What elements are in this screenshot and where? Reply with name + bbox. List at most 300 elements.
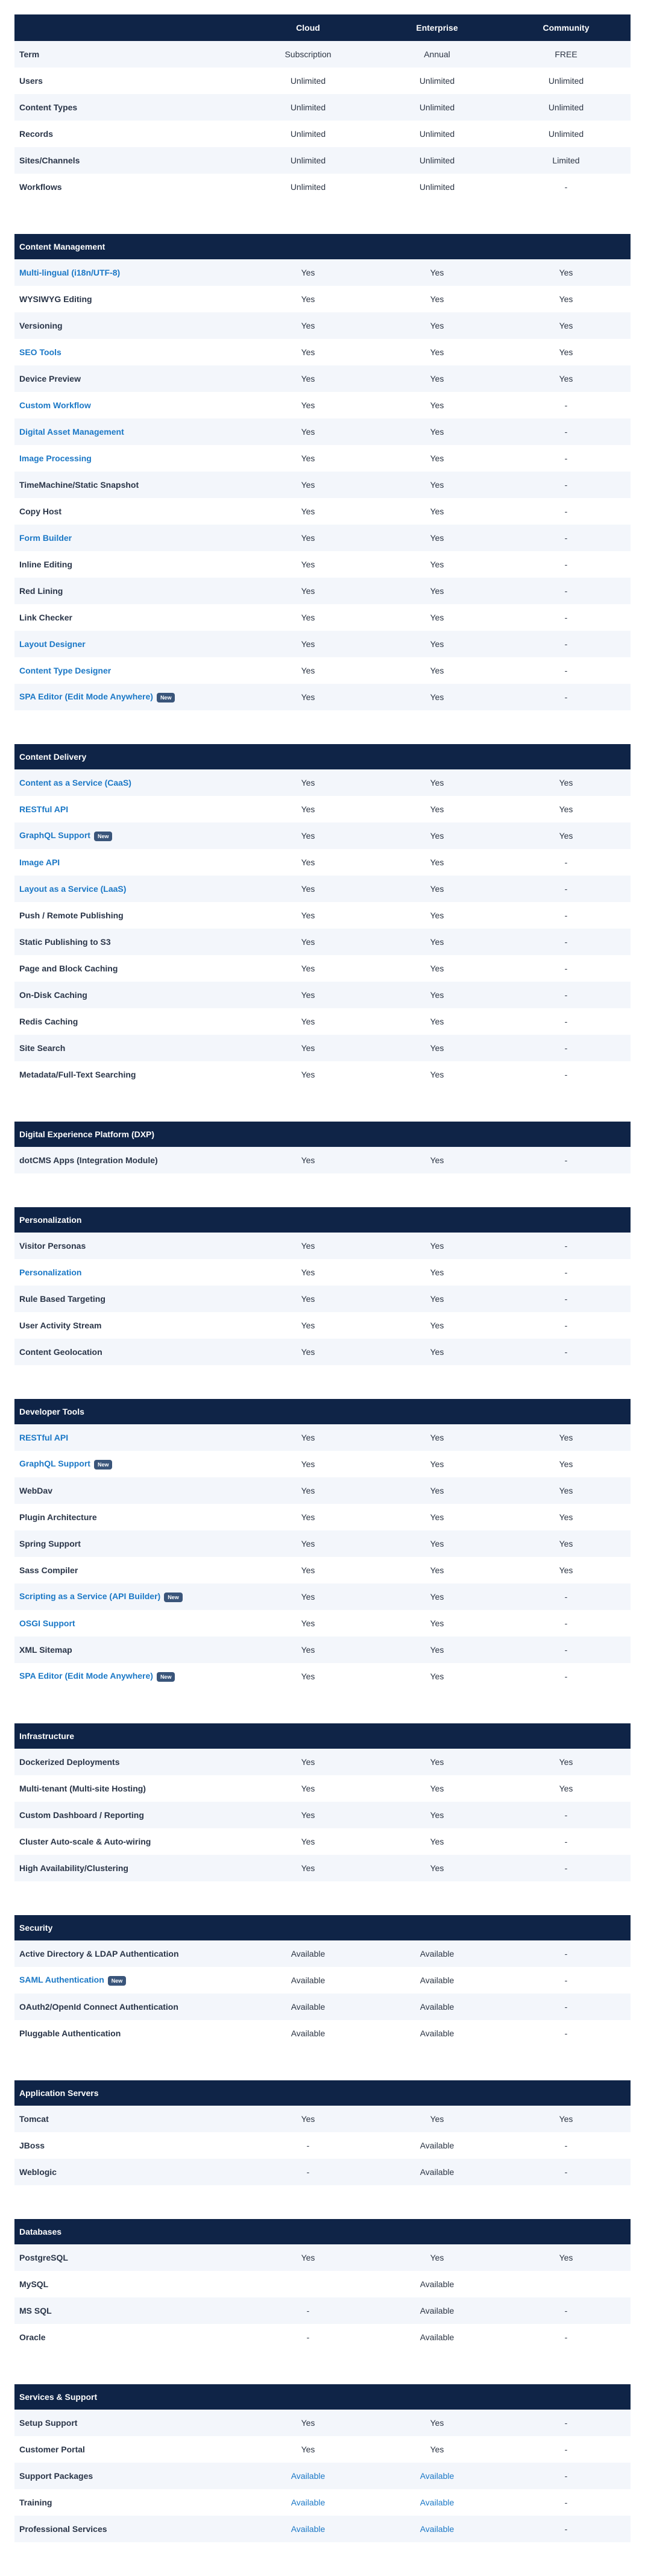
feature-label xyxy=(14,129,244,139)
table-row xyxy=(14,472,631,498)
cloud-value: Yes xyxy=(301,1784,315,1793)
feature-label-text: Sites/Channels xyxy=(19,156,80,165)
cloud-value: Yes xyxy=(301,1757,315,1767)
feature-label-text: SAML Authentication xyxy=(19,1975,104,1985)
feature-label xyxy=(14,2445,244,2454)
feature-label-text: Sass Compiler xyxy=(19,1565,78,1575)
table-row xyxy=(14,551,631,578)
community-value: - xyxy=(564,1347,568,1357)
feature-label-text: Content Type Designer xyxy=(19,666,112,675)
table-row xyxy=(14,604,631,631)
feature-label xyxy=(14,1784,244,1793)
feature-label xyxy=(14,1294,244,1304)
table-row xyxy=(14,2516,631,2542)
community-value: - xyxy=(564,1863,568,1873)
community-value: - xyxy=(564,1618,568,1628)
enterprise-value: Yes xyxy=(430,1017,444,1026)
feature-link[interactable] xyxy=(14,830,244,841)
section-title: Content Management xyxy=(19,242,105,251)
cloud-value: Yes xyxy=(301,1565,315,1575)
section-title: Digital Experience Platform (DXP) xyxy=(19,1129,155,1139)
feature-label-text: GraphQL Support xyxy=(19,1459,90,1469)
table-row xyxy=(14,94,631,121)
feature-label-text: Layout as a Service (LaaS) xyxy=(19,884,127,894)
feature-label-text: Metadata/Full-Text Searching xyxy=(19,1070,136,1079)
feature-link[interactable] xyxy=(14,666,244,675)
community-value: - xyxy=(564,613,568,622)
cloud-value: Yes xyxy=(301,2253,315,2262)
enterprise-value: Yes xyxy=(430,480,444,490)
cloud-value[interactable]: Available xyxy=(291,2498,326,2507)
cloud-value: Available xyxy=(291,1975,326,1985)
community-value: - xyxy=(564,639,568,649)
enterprise-value: Available xyxy=(420,2028,455,2038)
feature-label xyxy=(14,507,244,516)
enterprise-value: Yes xyxy=(430,453,444,463)
column-header-community: Community xyxy=(543,23,590,33)
cloud-value: Yes xyxy=(301,321,315,330)
community-value: - xyxy=(564,1070,568,1079)
table-row xyxy=(14,2463,631,2489)
feature-label-text: Versioning xyxy=(19,321,63,330)
cloud-value[interactable]: Available xyxy=(291,2524,326,2534)
cloud-value: Unlimited xyxy=(290,156,326,165)
community-value: FREE xyxy=(555,49,577,59)
section-plans xyxy=(14,14,631,200)
community-value: Unlimited xyxy=(548,129,584,139)
feature-label-text: Redis Caching xyxy=(19,1017,78,1026)
community-value: Limited xyxy=(552,156,580,165)
feature-label-text: Support Packages xyxy=(19,2471,93,2481)
section-rows xyxy=(14,2244,631,2350)
enterprise-value: Yes xyxy=(430,1486,444,1495)
enterprise-value: Yes xyxy=(430,294,444,304)
community-value: - xyxy=(564,911,568,920)
cloud-value: Yes xyxy=(301,639,315,649)
feature-label-text: Layout Designer xyxy=(19,639,86,649)
feature-link[interactable] xyxy=(14,427,244,437)
feature-link[interactable] xyxy=(14,692,244,702)
feature-label-text: Weblogic xyxy=(19,2167,57,2177)
enterprise-value: Unlimited xyxy=(419,76,455,86)
cloud-value: Yes xyxy=(301,990,315,1000)
section-databases xyxy=(14,2219,631,2350)
feature-link[interactable] xyxy=(14,884,244,894)
enterprise-value: Yes xyxy=(430,1043,444,1053)
community-value: Yes xyxy=(559,321,573,330)
feature-label-text: Content as a Service (CaaS) xyxy=(19,778,131,788)
feature-label xyxy=(14,1863,244,1873)
table-row xyxy=(14,631,631,657)
enterprise-value: Yes xyxy=(430,990,444,1000)
new-badge: New xyxy=(94,1460,113,1470)
enterprise-value: Yes xyxy=(430,1863,444,1873)
feature-label-text: Page and Block Caching xyxy=(19,964,118,973)
cloud-value: Yes xyxy=(301,1486,315,1495)
feature-label xyxy=(14,1155,244,1165)
cloud-value: - xyxy=(306,2306,310,2316)
community-value: Yes xyxy=(559,1512,573,1522)
feature-label-text: WebDav xyxy=(19,1486,52,1495)
community-value: - xyxy=(564,990,568,1000)
feature-label-text: Content Types xyxy=(19,103,78,112)
community-value: - xyxy=(564,1975,568,1985)
cloud-value: Yes xyxy=(301,374,315,384)
new-badge: New xyxy=(157,693,175,702)
enterprise-value: Unlimited xyxy=(419,156,455,165)
enterprise-value: Yes xyxy=(430,1565,444,1575)
enterprise-value: Yes xyxy=(430,804,444,814)
feature-label-text: SPA Editor (Edit Mode Anywhere) xyxy=(19,1671,153,1681)
cloud-value: Unlimited xyxy=(290,103,326,112)
table-row xyxy=(14,1504,631,1530)
table-row xyxy=(14,822,631,849)
feature-link[interactable] xyxy=(14,400,244,410)
community-value: - xyxy=(564,560,568,569)
feature-link[interactable] xyxy=(14,1618,244,1628)
enterprise-value: Yes xyxy=(430,778,444,788)
feature-link[interactable] xyxy=(14,804,244,814)
feature-label xyxy=(14,1512,244,1522)
feature-label-text: Records xyxy=(19,129,54,139)
community-value: - xyxy=(564,857,568,867)
cloud-value: Yes xyxy=(301,1863,315,1873)
enterprise-value: Yes xyxy=(430,1433,444,1442)
feature-label-text: On-Disk Caching xyxy=(19,990,87,1000)
feature-label xyxy=(14,2253,244,2262)
cloud-value: Yes xyxy=(301,831,315,841)
feature-link[interactable] xyxy=(14,857,244,867)
table-row xyxy=(14,849,631,876)
feature-label xyxy=(14,1486,244,1495)
section-header xyxy=(14,1122,631,1147)
cloud-value: Yes xyxy=(301,294,315,304)
cloud-value: Yes xyxy=(301,1070,315,1079)
enterprise-value: Available xyxy=(420,1975,455,1985)
section-title: Databases xyxy=(19,2227,62,2237)
cloud-value: Available xyxy=(291,2028,326,2038)
community-value: - xyxy=(564,1321,568,1330)
feature-label-text: Digital Asset Management xyxy=(19,427,124,437)
enterprise-value: Yes xyxy=(430,692,444,702)
enterprise-value[interactable]: Available xyxy=(420,2471,455,2481)
community-value: Yes xyxy=(559,1757,573,1767)
feature-link[interactable] xyxy=(14,268,244,277)
enterprise-value: Available xyxy=(420,2167,455,2177)
cloud-value: - xyxy=(306,2167,310,2177)
cloud-value[interactable]: Available xyxy=(291,2471,326,2481)
community-value: Yes xyxy=(559,1486,573,1495)
table-row xyxy=(14,1855,631,1881)
cloud-value: Yes xyxy=(301,1267,315,1277)
feature-label-text: Red Lining xyxy=(19,586,63,596)
enterprise-value: Yes xyxy=(430,507,444,516)
enterprise-value[interactable]: Available xyxy=(420,2498,455,2507)
feature-label xyxy=(14,560,244,569)
feature-link[interactable] xyxy=(14,1267,244,1277)
cloud-value: Yes xyxy=(301,1433,315,1442)
feature-label xyxy=(14,1070,244,1079)
community-value: Yes xyxy=(559,294,573,304)
section-title: Security xyxy=(19,1923,53,1933)
feature-label-text: Content Geolocation xyxy=(19,1347,102,1357)
feature-label xyxy=(14,990,244,1000)
enterprise-value: Yes xyxy=(430,1837,444,1846)
cloud-value: Yes xyxy=(301,507,315,516)
table-row xyxy=(14,2020,631,2047)
table-row xyxy=(14,1940,631,1967)
section-title: Application Servers xyxy=(19,2088,99,2098)
feature-label xyxy=(14,1837,244,1846)
enterprise-value[interactable]: Available xyxy=(420,2524,455,2534)
feature-label xyxy=(14,2279,244,2289)
enterprise-value: Yes xyxy=(430,1539,444,1548)
section-security xyxy=(14,1915,631,2047)
table-row xyxy=(14,1967,631,1994)
table-row xyxy=(14,1583,631,1610)
cloud-value: Yes xyxy=(301,533,315,543)
enterprise-value: Yes xyxy=(430,374,444,384)
table-row xyxy=(14,2159,631,2185)
cloud-value: Yes xyxy=(301,268,315,277)
cloud-value: Yes xyxy=(301,778,315,788)
column-header-cloud: Cloud xyxy=(296,23,320,33)
enterprise-value: Yes xyxy=(430,857,444,867)
community-value: Yes xyxy=(559,374,573,384)
enterprise-value: Yes xyxy=(430,1241,444,1251)
feature-link[interactable] xyxy=(14,1671,244,1681)
new-badge: New xyxy=(108,1976,127,1986)
section-title: Content Delivery xyxy=(19,752,87,762)
table-row xyxy=(14,312,631,339)
table-row xyxy=(14,1994,631,2020)
cloud-value: Yes xyxy=(301,1592,315,1602)
cloud-value: Yes xyxy=(301,1294,315,1304)
table-row xyxy=(14,1557,631,1583)
cloud-value: Yes xyxy=(301,804,315,814)
new-badge: New xyxy=(94,832,113,841)
cloud-value: Yes xyxy=(301,586,315,596)
feature-label-text: Rule Based Targeting xyxy=(19,1294,105,1304)
community-value: - xyxy=(564,480,568,490)
cloud-value: Yes xyxy=(301,2445,315,2454)
feature-label-text: Plugin Architecture xyxy=(19,1512,97,1522)
feature-link[interactable] xyxy=(14,1433,244,1442)
community-value: - xyxy=(564,182,568,192)
feature-label xyxy=(14,1043,244,1053)
feature-label-text: Pluggable Authentication xyxy=(19,2028,121,2038)
table-row xyxy=(14,2297,631,2324)
feature-label-text: Term xyxy=(19,49,40,59)
enterprise-value: Yes xyxy=(430,1672,444,1681)
enterprise-value: Yes xyxy=(430,586,444,596)
community-value: - xyxy=(564,2524,568,2534)
feature-label xyxy=(14,911,244,920)
feature-comparison xyxy=(14,14,631,2542)
table-row xyxy=(14,121,631,147)
feature-link[interactable] xyxy=(14,533,244,543)
feature-link[interactable] xyxy=(14,639,244,649)
feature-label-text: Multi-lingual (i18n/UTF-8) xyxy=(19,268,121,277)
table-row xyxy=(14,1749,631,1775)
section-rows xyxy=(14,41,631,200)
cloud-value: Yes xyxy=(301,347,315,357)
feature-link[interactable] xyxy=(14,1591,244,1602)
enterprise-value: Yes xyxy=(430,1347,444,1357)
cloud-value: - xyxy=(306,2332,310,2342)
community-value: - xyxy=(564,1592,568,1602)
section-header xyxy=(14,1207,631,1233)
feature-label-text: Inline Editing xyxy=(19,560,72,569)
feature-link[interactable] xyxy=(14,453,244,463)
cloud-value: - xyxy=(306,2141,310,2150)
cloud-value: Yes xyxy=(301,2418,315,2428)
feature-label xyxy=(14,321,244,330)
table-row xyxy=(14,684,631,710)
table-row xyxy=(14,1451,631,1477)
table-row xyxy=(14,2489,631,2516)
section-rows xyxy=(14,769,631,1088)
community-value: - xyxy=(564,2498,568,2507)
enterprise-value: Yes xyxy=(430,268,444,277)
table-row xyxy=(14,982,631,1008)
feature-label xyxy=(14,1539,244,1548)
enterprise-value: Yes xyxy=(430,1267,444,1277)
feature-label-text: Professional Services xyxy=(19,2524,107,2534)
feature-label-text: Visitor Personas xyxy=(19,1241,86,1251)
feature-link[interactable] xyxy=(14,778,244,788)
community-value: - xyxy=(564,2167,568,2177)
feature-label-text: Workflows xyxy=(19,182,62,192)
community-value: Yes xyxy=(559,778,573,788)
section-rows xyxy=(14,1147,631,1173)
section-header xyxy=(14,2384,631,2410)
feature-label xyxy=(14,2524,244,2534)
section-personalization xyxy=(14,1207,631,1365)
cloud-value: Unlimited xyxy=(290,182,326,192)
section-rows xyxy=(14,2410,631,2542)
feature-label xyxy=(14,2114,244,2124)
table-row xyxy=(14,2436,631,2463)
enterprise-value: Yes xyxy=(430,1321,444,1330)
table-row xyxy=(14,1008,631,1035)
enterprise-value: Yes xyxy=(430,1784,444,1793)
community-value: Yes xyxy=(559,2114,573,2124)
table-row xyxy=(14,259,631,286)
feature-label-text: Scripting as a Service (API Builder) xyxy=(19,1591,161,1602)
feature-label xyxy=(14,2167,244,2177)
community-value: - xyxy=(564,964,568,973)
feature-label-text: High Availability/Clustering xyxy=(19,1863,128,1873)
feature-label-text: Training xyxy=(19,2498,52,2507)
section-rows xyxy=(14,1940,631,2047)
section-services-and-support xyxy=(14,2384,631,2542)
feature-label xyxy=(14,294,244,304)
feature-label-text: Users xyxy=(19,76,43,86)
table-row xyxy=(14,1259,631,1286)
table-row xyxy=(14,1663,631,1690)
table-row xyxy=(14,2244,631,2271)
feature-label xyxy=(14,937,244,947)
enterprise-value: Yes xyxy=(430,911,444,920)
feature-label xyxy=(14,1757,244,1767)
community-value: - xyxy=(564,666,568,675)
enterprise-value: Yes xyxy=(430,2114,444,2124)
feature-link[interactable] xyxy=(14,1975,244,1985)
cloud-value: Yes xyxy=(301,1241,315,1251)
feature-label-text: GraphQL Support xyxy=(19,830,90,841)
table-row xyxy=(14,1286,631,1312)
feature-label-text: Active Directory & LDAP Authentication xyxy=(19,1949,179,1959)
community-value: - xyxy=(564,937,568,947)
feature-label xyxy=(14,1347,244,1357)
feature-label-text: Oracle xyxy=(19,2332,46,2342)
feature-label-text: Form Builder xyxy=(19,533,72,543)
community-value: - xyxy=(564,1672,568,1681)
community-value: - xyxy=(564,427,568,437)
community-value: - xyxy=(564,1241,568,1251)
community-value: - xyxy=(564,2306,568,2316)
enterprise-value: Yes xyxy=(430,1070,444,1079)
new-badge: New xyxy=(164,1593,183,1602)
enterprise-value: Unlimited xyxy=(419,103,455,112)
table-row xyxy=(14,1828,631,1855)
feature-label xyxy=(14,2306,244,2316)
enterprise-value: Yes xyxy=(430,1757,444,1767)
table-row xyxy=(14,418,631,445)
feature-label-text: PostgreSQL xyxy=(19,2253,68,2262)
table-row xyxy=(14,1637,631,1663)
table-row xyxy=(14,68,631,94)
enterprise-value: Unlimited xyxy=(419,182,455,192)
community-value: - xyxy=(564,2418,568,2428)
feature-label xyxy=(14,1321,244,1330)
enterprise-value: Yes xyxy=(430,1155,444,1165)
feature-link[interactable] xyxy=(14,1459,244,1469)
enterprise-value: Yes xyxy=(430,2418,444,2428)
section-application-servers xyxy=(14,2080,631,2185)
enterprise-value: Yes xyxy=(430,1810,444,1820)
table-row xyxy=(14,1530,631,1557)
table-row xyxy=(14,498,631,525)
section-header xyxy=(14,744,631,769)
community-value: - xyxy=(564,1294,568,1304)
enterprise-value: Yes xyxy=(430,321,444,330)
table-row xyxy=(14,286,631,312)
feature-label-text: OSGI Support xyxy=(19,1618,75,1628)
cloud-value: Available xyxy=(291,2002,326,2012)
feature-label xyxy=(14,374,244,384)
community-value: - xyxy=(564,2332,568,2342)
table-row xyxy=(14,1424,631,1451)
plan-column-header xyxy=(14,14,631,41)
cloud-value: Yes xyxy=(301,427,315,437)
section-title: Personalization xyxy=(19,1215,82,1225)
community-value: - xyxy=(564,1155,568,1165)
section-header xyxy=(14,1399,631,1424)
feature-label xyxy=(14,1810,244,1820)
cloud-value: Yes xyxy=(301,1837,315,1846)
section-rows xyxy=(14,1749,631,1881)
enterprise-value: Yes xyxy=(430,400,444,410)
feature-link[interactable] xyxy=(14,347,244,357)
cloud-value: Yes xyxy=(301,480,315,490)
community-value: - xyxy=(564,400,568,410)
feature-label xyxy=(14,103,244,112)
enterprise-value: Yes xyxy=(430,831,444,841)
enterprise-value: Yes xyxy=(430,533,444,543)
cloud-value: Yes xyxy=(301,560,315,569)
